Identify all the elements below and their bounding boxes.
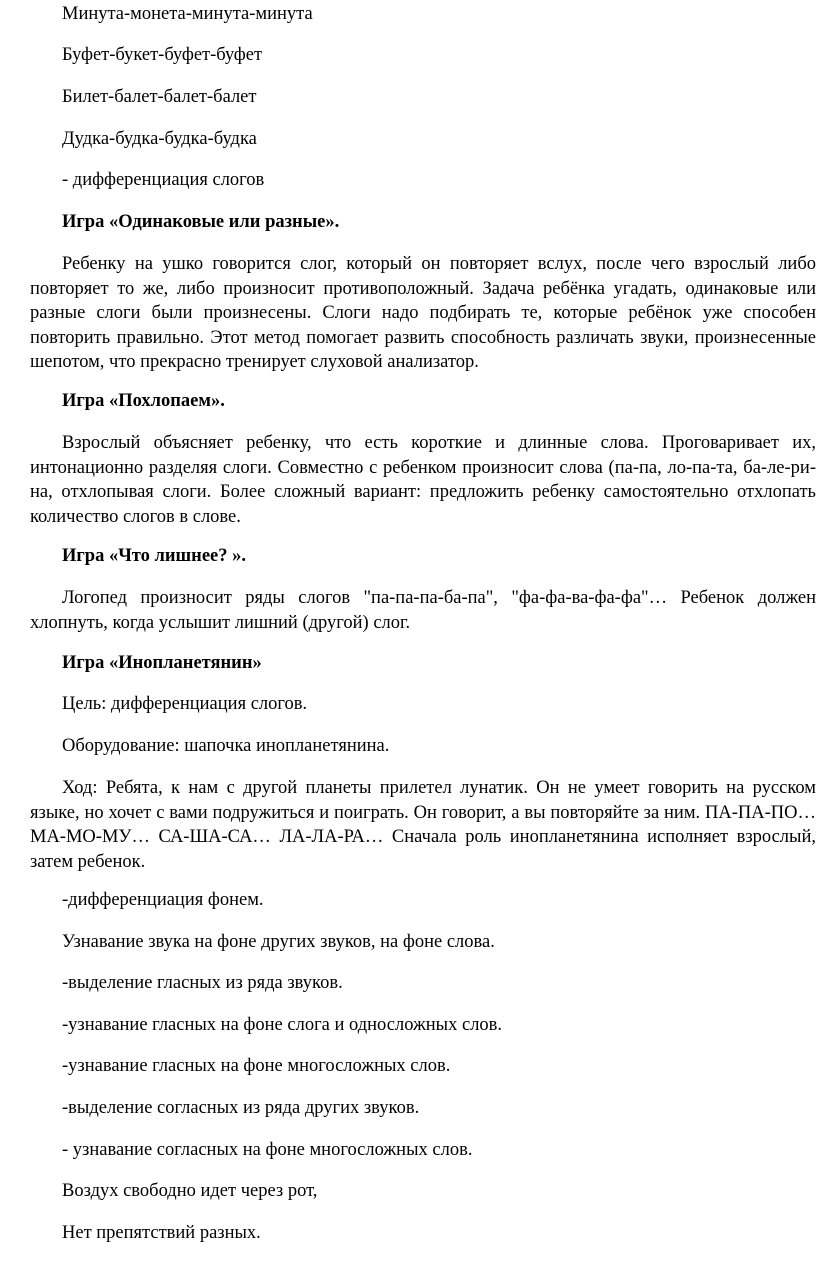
- game-title: Игра «Одинаковые или разные».: [62, 212, 340, 232]
- text-line: Буфет-букет-буфет-буфет: [62, 45, 263, 65]
- game-title: Игра «Что лишнее? ».: [62, 546, 246, 566]
- text-line: -дифференциация фонем.: [62, 890, 264, 910]
- text-line: -узнавание гласных на фоне слога и односложных слов.: [62, 1015, 503, 1035]
- text-line: Воздух свободно идет через рот,: [62, 1181, 318, 1201]
- text-line: Дудка-будка-будка-будка: [62, 129, 257, 149]
- game-description: Ход: Ребята, к нам с другой планеты прилетел лунатик. Он не умеет говорить на русском языке, но хочет с вами подружиться и поиграть. Он говорит, а вы повторяйте за ним. ПА-ПА-ПО… МА-МО-МУ… СА-ША-СА… ЛА-ЛА-РА… Сначала роль инопланетянина исполняет взрослый, затем ребенок.: [30, 778, 816, 872]
- text-line: - узнавание согласных на фоне многосложных слов.: [62, 1140, 473, 1160]
- text-line: Билет-балет-балет-балет: [62, 87, 257, 107]
- game-description: Взрослый объясняет ребенку, что есть короткие и длинные слова. Проговаривает их, интонационно разделяя слоги. Совместно с ребенком произносит слова (па-па, ло-па-та, ба-ле-ри-на, отхлопывая слоги. Более сложный вариант: предложить ребенку самостоятельно отхлопать количество слогов в слове.: [30, 433, 816, 527]
- game-title: Игра «Инопланетянин»: [62, 653, 262, 673]
- text-line: Минута-монета-минута-минута: [62, 4, 313, 24]
- text-line: Нет препятствий разных.: [62, 1223, 261, 1243]
- game-description: Логопед произносит ряды слогов "па-па-па-ба-па", "фа-фа-ва-фа-фа"… Ребенок должен хлопнуть, когда услышит лишний (другой) слог.: [30, 588, 816, 633]
- text-line: - дифференциация слогов: [62, 170, 265, 190]
- game-description: Ребенку на ушко говорится слог, который он повторяет вслух, после чего взрослый либо повторяет то же, либо произносит противоположный. Задача ребёнка угадать, одинаковые или разные слоги были произнесены. Слоги надо подбирать те, которые ребёнок уже способен повторить правильно. Этот метод помогает развить способность различать звуки, произнесенные шепотом, что прекрасно тренирует слуховой анализатор.: [30, 254, 816, 372]
- text-line: Узнавание звука на фоне других звуков, на фоне слова.: [62, 932, 495, 952]
- game-goal: Цель: дифференциация слогов.: [62, 694, 308, 714]
- game-title: Игра «Похлопаем».: [62, 391, 225, 411]
- text-line: -выделение согласных из ряда других звуков.: [62, 1098, 420, 1118]
- game-equipment: Оборудование: шапочка инопланетянина.: [62, 736, 390, 756]
- text-line: -узнавание гласных на фоне многосложных слов.: [62, 1056, 451, 1076]
- text-line: -выделение гласных из ряда звуков.: [62, 973, 343, 993]
